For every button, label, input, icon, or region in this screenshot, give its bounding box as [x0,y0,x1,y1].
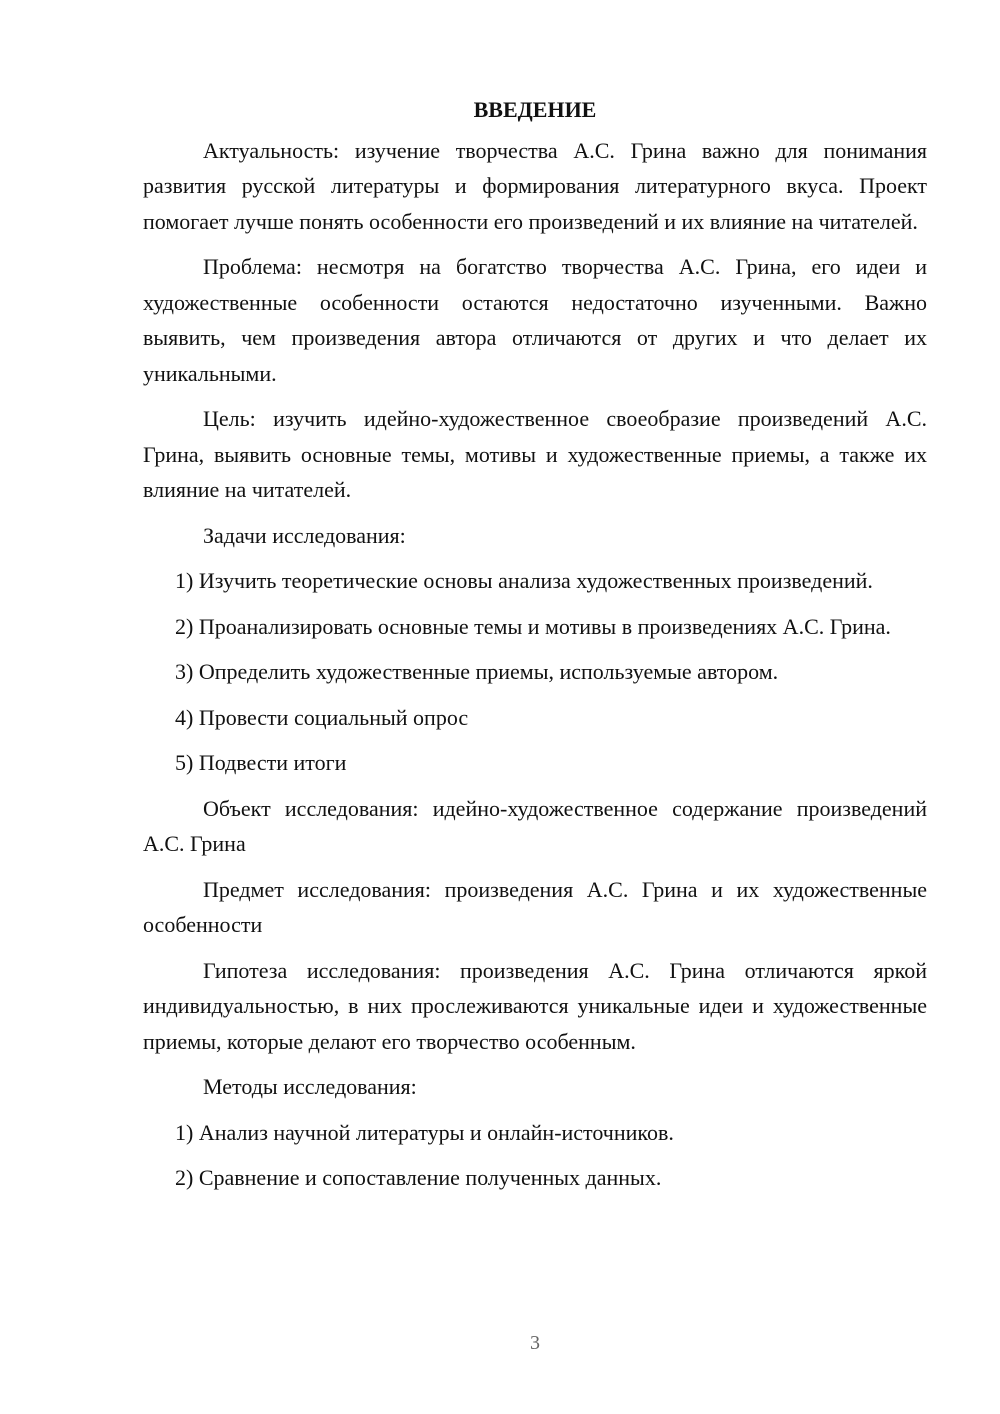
hypothesis-paragraph: Гипотеза исследования: произведения А.С. Грина отличаются яркой индивидуальностью, в них прослеживаются уникальные идеи и художественные приемы, которые делают его творчество особенным. [143,957,927,1054]
tasks-heading: Задачи исследования: [203,522,406,548]
methods-heading: Методы исследования: [203,1074,417,1099]
page-title: ВВЕДЕНИЕ [473,97,597,122]
page-number: 3 [530,1332,540,1354]
method-item-2: 2) Сравнение и сопоставление полученных данных. [175,1165,662,1190]
goal-paragraph: Цель: изучить идейно-художественное своеобразие произведений А.С. Грина, выявить основные темы, мотивы и художественные приемы, а также их влияние на читателей. [143,406,927,502]
document-page [143,92,927,1206]
problem-paragraph: Проблема: несмотря на богатство творчества А.С. Грина, его идеи и художественные особенности остаются недостаточно изученными. Важно выявить, чем произведения автора отличаются от других и что делает их уникальными. [143,254,927,386]
task-item-2: 2) Проанализировать основные темы и мотивы в произведениях А.С. Грина. [175,613,891,639]
task-item-1: 1) Изучить теоретические основы анализа художественных произведений. [175,568,873,593]
relevance-paragraph: Актуальность: изучение творчества А.С. Грина важно для понимания развития русской литературы и формирования литературного вкуса. Проект помогает лучше понять особенности его произведений и их влияние на читателей. [143,137,927,234]
method-item-1: 1) Анализ научной литературы и онлайн-источников. [175,1119,674,1145]
object-paragraph: Объект исследования: идейно-художественное содержание произведений А.С. Грина [143,795,927,856]
task-item-4: 4) Провести социальный опрос [175,704,469,730]
task-item-3: 3) Определить художественные приемы, используемые автором. [175,659,779,684]
task-item-5: 5) Подвести итоги [175,750,347,775]
subject-paragraph: Предмет исследования: произведения А.С. Грина и их художественные особенности [143,876,927,937]
